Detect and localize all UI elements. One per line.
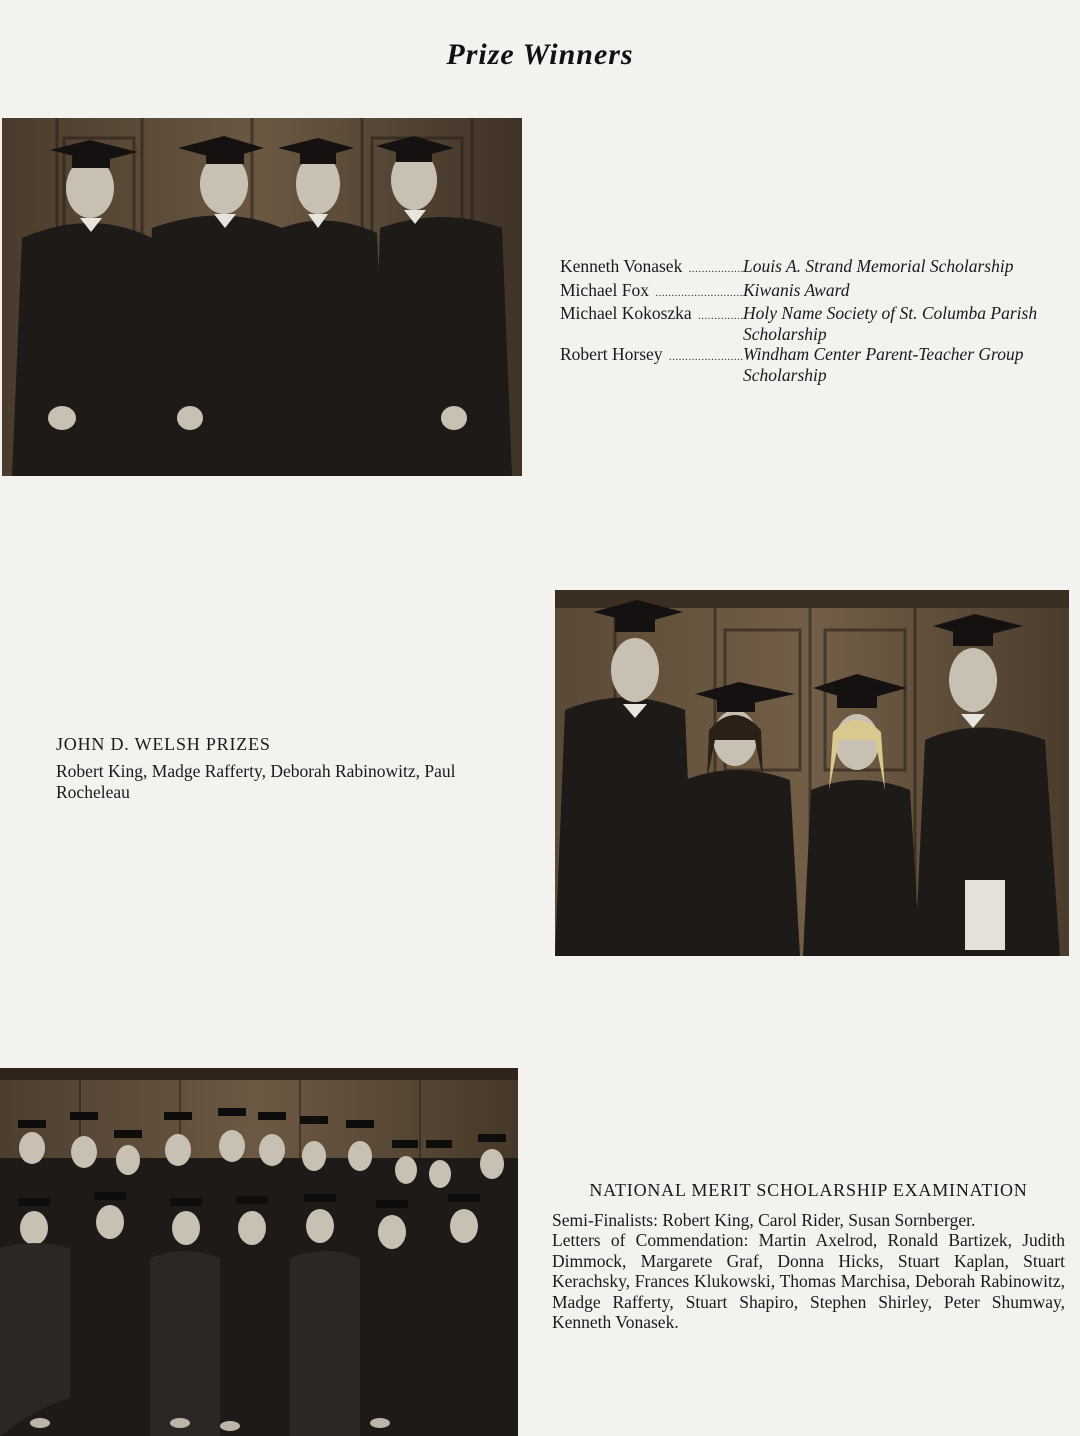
awards-list [560,256,1070,385]
welsh-prizes-heading: JOHN D. WELSH PRIZES [56,734,271,754]
award-recipient: Michael Kokoszka [560,303,695,323]
award-recipient: Michael Fox [560,280,652,300]
award-title: Kiwanis Award [743,279,850,300]
page-title: Prize Winners [446,38,634,71]
award-title: Louis A. Strand Memorial Scholarship [743,256,1014,276]
national-merit-heading: NATIONAL MERIT SCHOLARSHIP EXAMINATION [589,1180,1028,1200]
award-row [560,280,1070,304]
welsh-prizes-winners: Robert King, Madge Rafferty, Deborah Rabinowitz, Paul Rocheleau [56,761,456,802]
national-merit-semifinalists: Semi-Finalists: Robert King, Carol Rider, Susan Sornberger. [552,1209,976,1230]
award-title: Windham Center Parent-Teacher Group Scholarship [743,344,1024,385]
national-merit-commendations: Letters of Commendation: Martin Axelrod, Ronald Bartizek, Judith Dimmock, Margarete Graf, Donna Hicks, Stuart Kaplan, Stuart Kerachsky, Frances Klukowski, Thomas Marchisa, Deborah Rabinowitz, Madge Rafferty, Stuart Shapiro, Stephen Shirley, Peter Shumway, Kenneth Vonasek. [552,1230,1065,1332]
photo-welsh-prize-winners [555,590,1069,956]
national-merit-section [552,1180,1065,1333]
award-recipient: Robert Horsey [560,344,666,364]
award-recipient: Kenneth Vonasek [560,256,685,276]
award-row [560,344,1070,385]
award-row [560,256,1070,280]
photo-four-prize-winners [2,118,522,476]
photo-national-merit-group [0,1068,518,1436]
welsh-prizes-section [56,734,526,803]
award-row [560,303,1070,344]
award-title: Holy Name Society of St. Columba Parish Scholarship [743,303,1038,344]
